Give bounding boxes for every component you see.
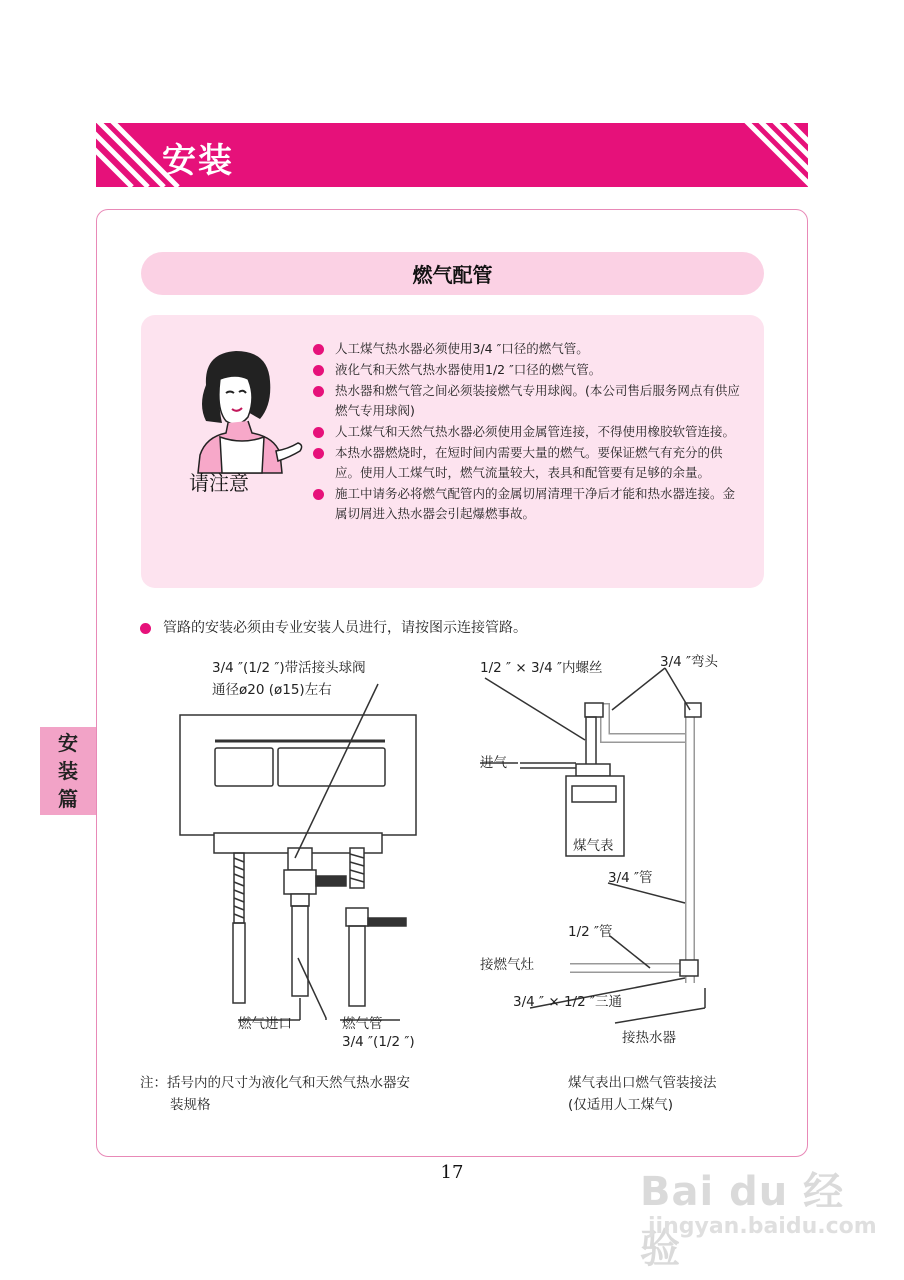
gas-in-label: 进气	[480, 755, 507, 771]
meter-caption-2: (仅适用人工煤气)	[568, 1097, 674, 1113]
install-instruction-text: 管路的安装必须由专业安装人员进行，请按图示连接管路。	[163, 620, 527, 636]
list-item-text: 热水器和燃气管之间必须装接燃气专用球阀。(本公司售后服务网点有供应燃气专用球阀)	[335, 383, 740, 418]
watermark-brand: Bai du 经验	[640, 1169, 845, 1272]
page-number: 17	[440, 1162, 464, 1183]
bullet-dot-icon	[313, 365, 324, 376]
stove-connection-label: 接燃气灶	[480, 957, 534, 973]
page-title: 安装	[162, 141, 234, 181]
list-item	[313, 381, 743, 421]
note-line-2: 装规格	[170, 1097, 211, 1113]
watermark-url: jingyan.baidu.com	[648, 1214, 877, 1239]
pipe-1-2-label: 1/2 ″管	[568, 924, 613, 940]
gas-pipe-label: 燃气管	[342, 1016, 383, 1032]
bullet-dot-icon	[313, 386, 324, 397]
install-instruction	[140, 617, 527, 637]
piping-diagrams	[130, 648, 770, 1128]
gas-pipe-size-label: 3/4 ″(1/2 ″)	[342, 1034, 415, 1050]
pipe-3-4-label: 3/4 ″管	[608, 870, 653, 886]
side-tab-char: 安	[58, 731, 78, 755]
piping-diagram-drawing	[130, 648, 770, 1128]
side-tab-char: 装	[58, 759, 78, 783]
notice-box	[141, 315, 764, 588]
note-line-1: 注：括号内的尺寸为液化气和天然气热水器安	[140, 1075, 410, 1091]
list-item-text: 人工煤气和天然气热水器必须使用金属管连接，不得使用橡胶软管连接。	[335, 424, 736, 439]
side-chapter-tab	[40, 727, 96, 815]
heater-connection-label: 接热水器	[622, 1030, 676, 1046]
list-item-text: 人工煤气热水器必须使用3/4 ″口径的燃气管。	[335, 341, 589, 356]
tee-label: 3/4 ″ × 1/2 ″三通	[513, 994, 623, 1010]
gas-inlet-label: 燃气进口	[238, 1016, 292, 1032]
list-item	[313, 484, 743, 524]
list-item-text: 本热水器燃烧时，在短时间内需要大量的燃气。要保证燃气有充分的供应。使用人工煤气时，燃气流量较大，表具和配管要有足够的余量。	[335, 445, 723, 480]
valve-label: 3/4 ″(1/2 ″)带活接头球阀	[212, 660, 366, 676]
list-item	[313, 339, 743, 359]
list-item-text: 施工中请务必将燃气配管内的金属切屑清理干净后才能和热水器连接。金属切屑进入热水器会引起爆燃事故。	[335, 486, 736, 521]
baidu-watermark	[640, 1150, 877, 1272]
section-title: 燃气配管	[141, 252, 764, 295]
list-item	[313, 422, 743, 442]
section-banner	[96, 123, 808, 187]
meter-caption-1: 煤气表出口燃气管装接法	[568, 1075, 717, 1091]
notice-list	[313, 339, 743, 525]
bullet-dot-icon	[313, 427, 324, 438]
bullet-dot-icon	[313, 448, 324, 459]
valve-bore-label: 通径ø20 (ø15)左右	[212, 682, 332, 698]
woman-illustration-icon	[176, 345, 306, 475]
bullet-dot-icon	[313, 489, 324, 500]
bullet-dot-icon	[140, 623, 151, 634]
notice-label: 请注意	[189, 471, 249, 495]
list-item	[313, 360, 743, 380]
bullet-dot-icon	[313, 344, 324, 355]
gas-meter-label: 煤气表	[573, 838, 614, 854]
list-item	[313, 443, 743, 483]
thread-label: 1/2 ″ × 3/4 ″内螺丝	[480, 660, 603, 676]
side-tab-char: 篇	[58, 787, 78, 811]
elbow-label: 3/4 ″弯头	[660, 654, 719, 670]
list-item-text: 液化气和天然气热水器使用1/2 ″口径的燃气管。	[335, 362, 602, 377]
